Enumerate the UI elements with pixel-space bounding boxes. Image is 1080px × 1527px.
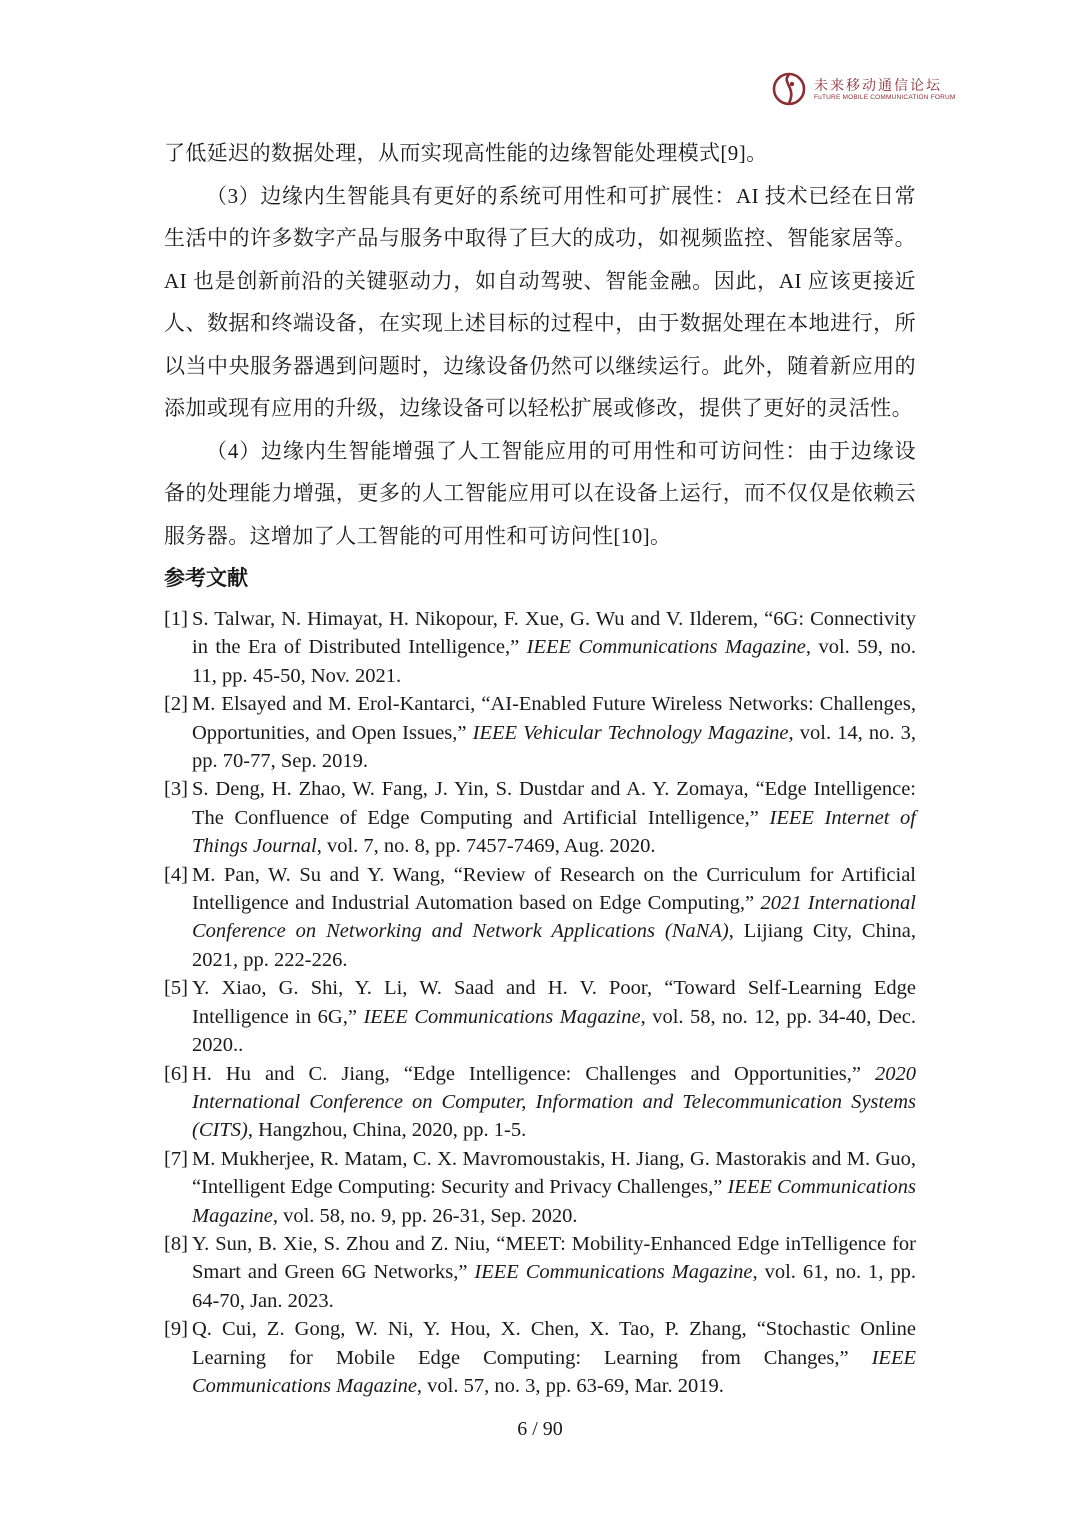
reference-details: , vol. 7, no. 8, pp. 7457-7469, Aug. 2020. <box>316 835 656 858</box>
page-number: 6 / 90 <box>517 1418 563 1440</box>
reference-authors-title: H. Hu and C. Jiang, “Edge Intelligence: Challenges and Opportunities,” <box>192 1062 875 1085</box>
reference-venue: IEEE Communications Magazine <box>363 1005 641 1028</box>
forum-header <box>772 72 1022 112</box>
reference-details: , vol. 61, no. 1, pp. 64-70, Jan. 2023. <box>192 1261 916 1312</box>
reference-details: , vol. 57, no. 3, pp. 63-69, Mar. 2019. <box>416 1374 724 1397</box>
reference-item <box>164 775 916 860</box>
reference-number: [1] <box>164 608 188 630</box>
forum-logo-icon <box>772 72 806 106</box>
reference-venue: IEEE Vehicular Technology Magazine <box>472 721 789 744</box>
reference-details: , vol. 58, no. 12, pp. 34-40, Dec. 2020.. <box>192 1005 916 1057</box>
reference-item <box>164 861 916 975</box>
reference-venue: IEEE Communications Magazine <box>526 636 806 659</box>
reference-details: , vol. 59, no. 11, pp. 45-50, Nov. 2021. <box>192 636 916 687</box>
reference-authors-title: M. Pan, W. Su and Y. Wang, “Review of Research on the Curriculum for Artificial Intelligence and Industrial Automation based on Edge Computing,” <box>192 863 916 915</box>
reference-venue: 2021 International Conference on Networking and Network Applications (NaNA) <box>192 892 916 943</box>
reference-authors-title: Y. Xiao, G. Shi, Y. Li, W. Saad and H. V. Poor, “Toward Self-Learning Edge Intelligence in 6G,” <box>192 977 916 1028</box>
forum-name-en: FuTURE MOBILE COMMUNICATION FORUM <box>814 94 956 101</box>
reference-item <box>164 1230 916 1315</box>
reference-number: [6] <box>164 1062 188 1085</box>
reference-item <box>164 1145 916 1230</box>
reference-number: [9] <box>164 1318 188 1341</box>
reference-venue: IEEE Communications Magazine <box>192 1346 916 1397</box>
reference-item <box>164 1060 916 1145</box>
reference-details: , vol. 58, no. 9, pp. 26-31, Sep. 2020. <box>272 1204 578 1227</box>
reference-authors-title: S. Deng, H. Zhao, W. Fang, J. Yin, S. Dustdar and A. Y. Zomaya, “Edge Intelligence: The Confluence of Edge Computing and Artificial Intelligence,” <box>192 778 916 829</box>
reference-authors-title: M. Mukherjee, R. Matam, C. X. Mavromoustakis, H. Jiang, G. Mastorakis and M. Guo, “Intelligent Edge Computing: Security and Privacy Challenges,” <box>192 1147 916 1199</box>
paragraph-point-4: （4）边缘内生智能增强了人工智能应用的可用性和可访问性：由于边缘设备的处理能力增强，更多的人工智能应用可以在设备上运行，而不仅仅是依赖云服务器。这增加了人工智能的可用性和可访问性[10]。 <box>164 438 916 548</box>
reference-number: [5] <box>164 977 188 1000</box>
forum-name-cn: 未来移动通信论坛 <box>814 78 942 94</box>
references-heading: 参考文献 <box>164 566 248 590</box>
reference-number: [3] <box>164 778 188 801</box>
reference-number: [2] <box>164 693 188 716</box>
paragraph-point-3: （3）边缘内生智能具有更好的系统可用性和可扩展性：AI 技术已经在日常生活中的许多数字产品与服务中取得了巨大的成功，如视频监控、智能家居等。AI 也是创新前沿的关键驱动力，如自动驾驶、智能金融。因此，AI 应该更接近人、数据和终端设备，在实现上述目标的过程中，由于数据处理在本地进行，所以当中央服务器遇到问题时，边缘设备仍然可以继续运行。此外，随着新应用的添加或现有应用的升级，边缘设备可以轻松扩展或修改，提供了更好的灵活性。 <box>164 183 916 420</box>
reference-authors-title: S. Talwar, N. Himayat, H. Nikopour, F. Xue, G. Wu and V. Ilderem, “6G: Connectivity in the Era of Distributed Intelligence,” <box>192 608 916 659</box>
reference-details: , vol. 14, no. 3, pp. 70-77, Sep. 2019. <box>192 721 917 773</box>
reference-item <box>164 690 916 775</box>
reference-number: [8] <box>164 1232 188 1255</box>
reference-authors-title: Q. Cui, Z. Gong, W. Ni, Y. Hou, X. Chen, X. Tao, P. Zhang, “Stochastic Online Learning for Mobile Edge Computing: Learning from Changes,” <box>192 1318 916 1369</box>
reference-details: , Hangzhou, China, 2020, pp. 1-5. <box>247 1119 527 1142</box>
reference-venue: IEEE Communications Magazine <box>192 1176 916 1227</box>
reference-list <box>164 605 916 1400</box>
reference-venue: IEEE Internet of Things Journal <box>192 806 917 858</box>
reference-venue: IEEE Communications Magazine <box>474 1261 753 1284</box>
reference-item <box>164 1315 916 1400</box>
paragraph-continuation: 了低延迟的数据处理，从而实现高性能的边缘智能处理模式[9]。 <box>164 141 768 165</box>
reference-number: [7] <box>164 1147 188 1170</box>
reference-authors-title: Y. Sun, B. Xie, S. Zhou and Z. Niu, “MEET: Mobility-Enhanced Edge inTelligence for Smart and Green 6G Networks,” <box>192 1232 916 1284</box>
reference-number: [4] <box>164 863 188 886</box>
reference-item <box>164 974 916 1059</box>
reference-authors-title: M. Elsayed and M. Erol-Kantarci, “AI-Enabled Future Wireless Networks: Challenges, Opportunities, and Open Issues,” <box>192 693 916 744</box>
reference-venue: 2020 International Conference on Computer, Information and Telecommunication Systems (CITS) <box>192 1062 916 1142</box>
reference-details: , Lijiang City, China, 2021, pp. 222-226. <box>192 920 916 971</box>
reference-item <box>164 605 916 690</box>
page-content <box>164 132 916 1400</box>
